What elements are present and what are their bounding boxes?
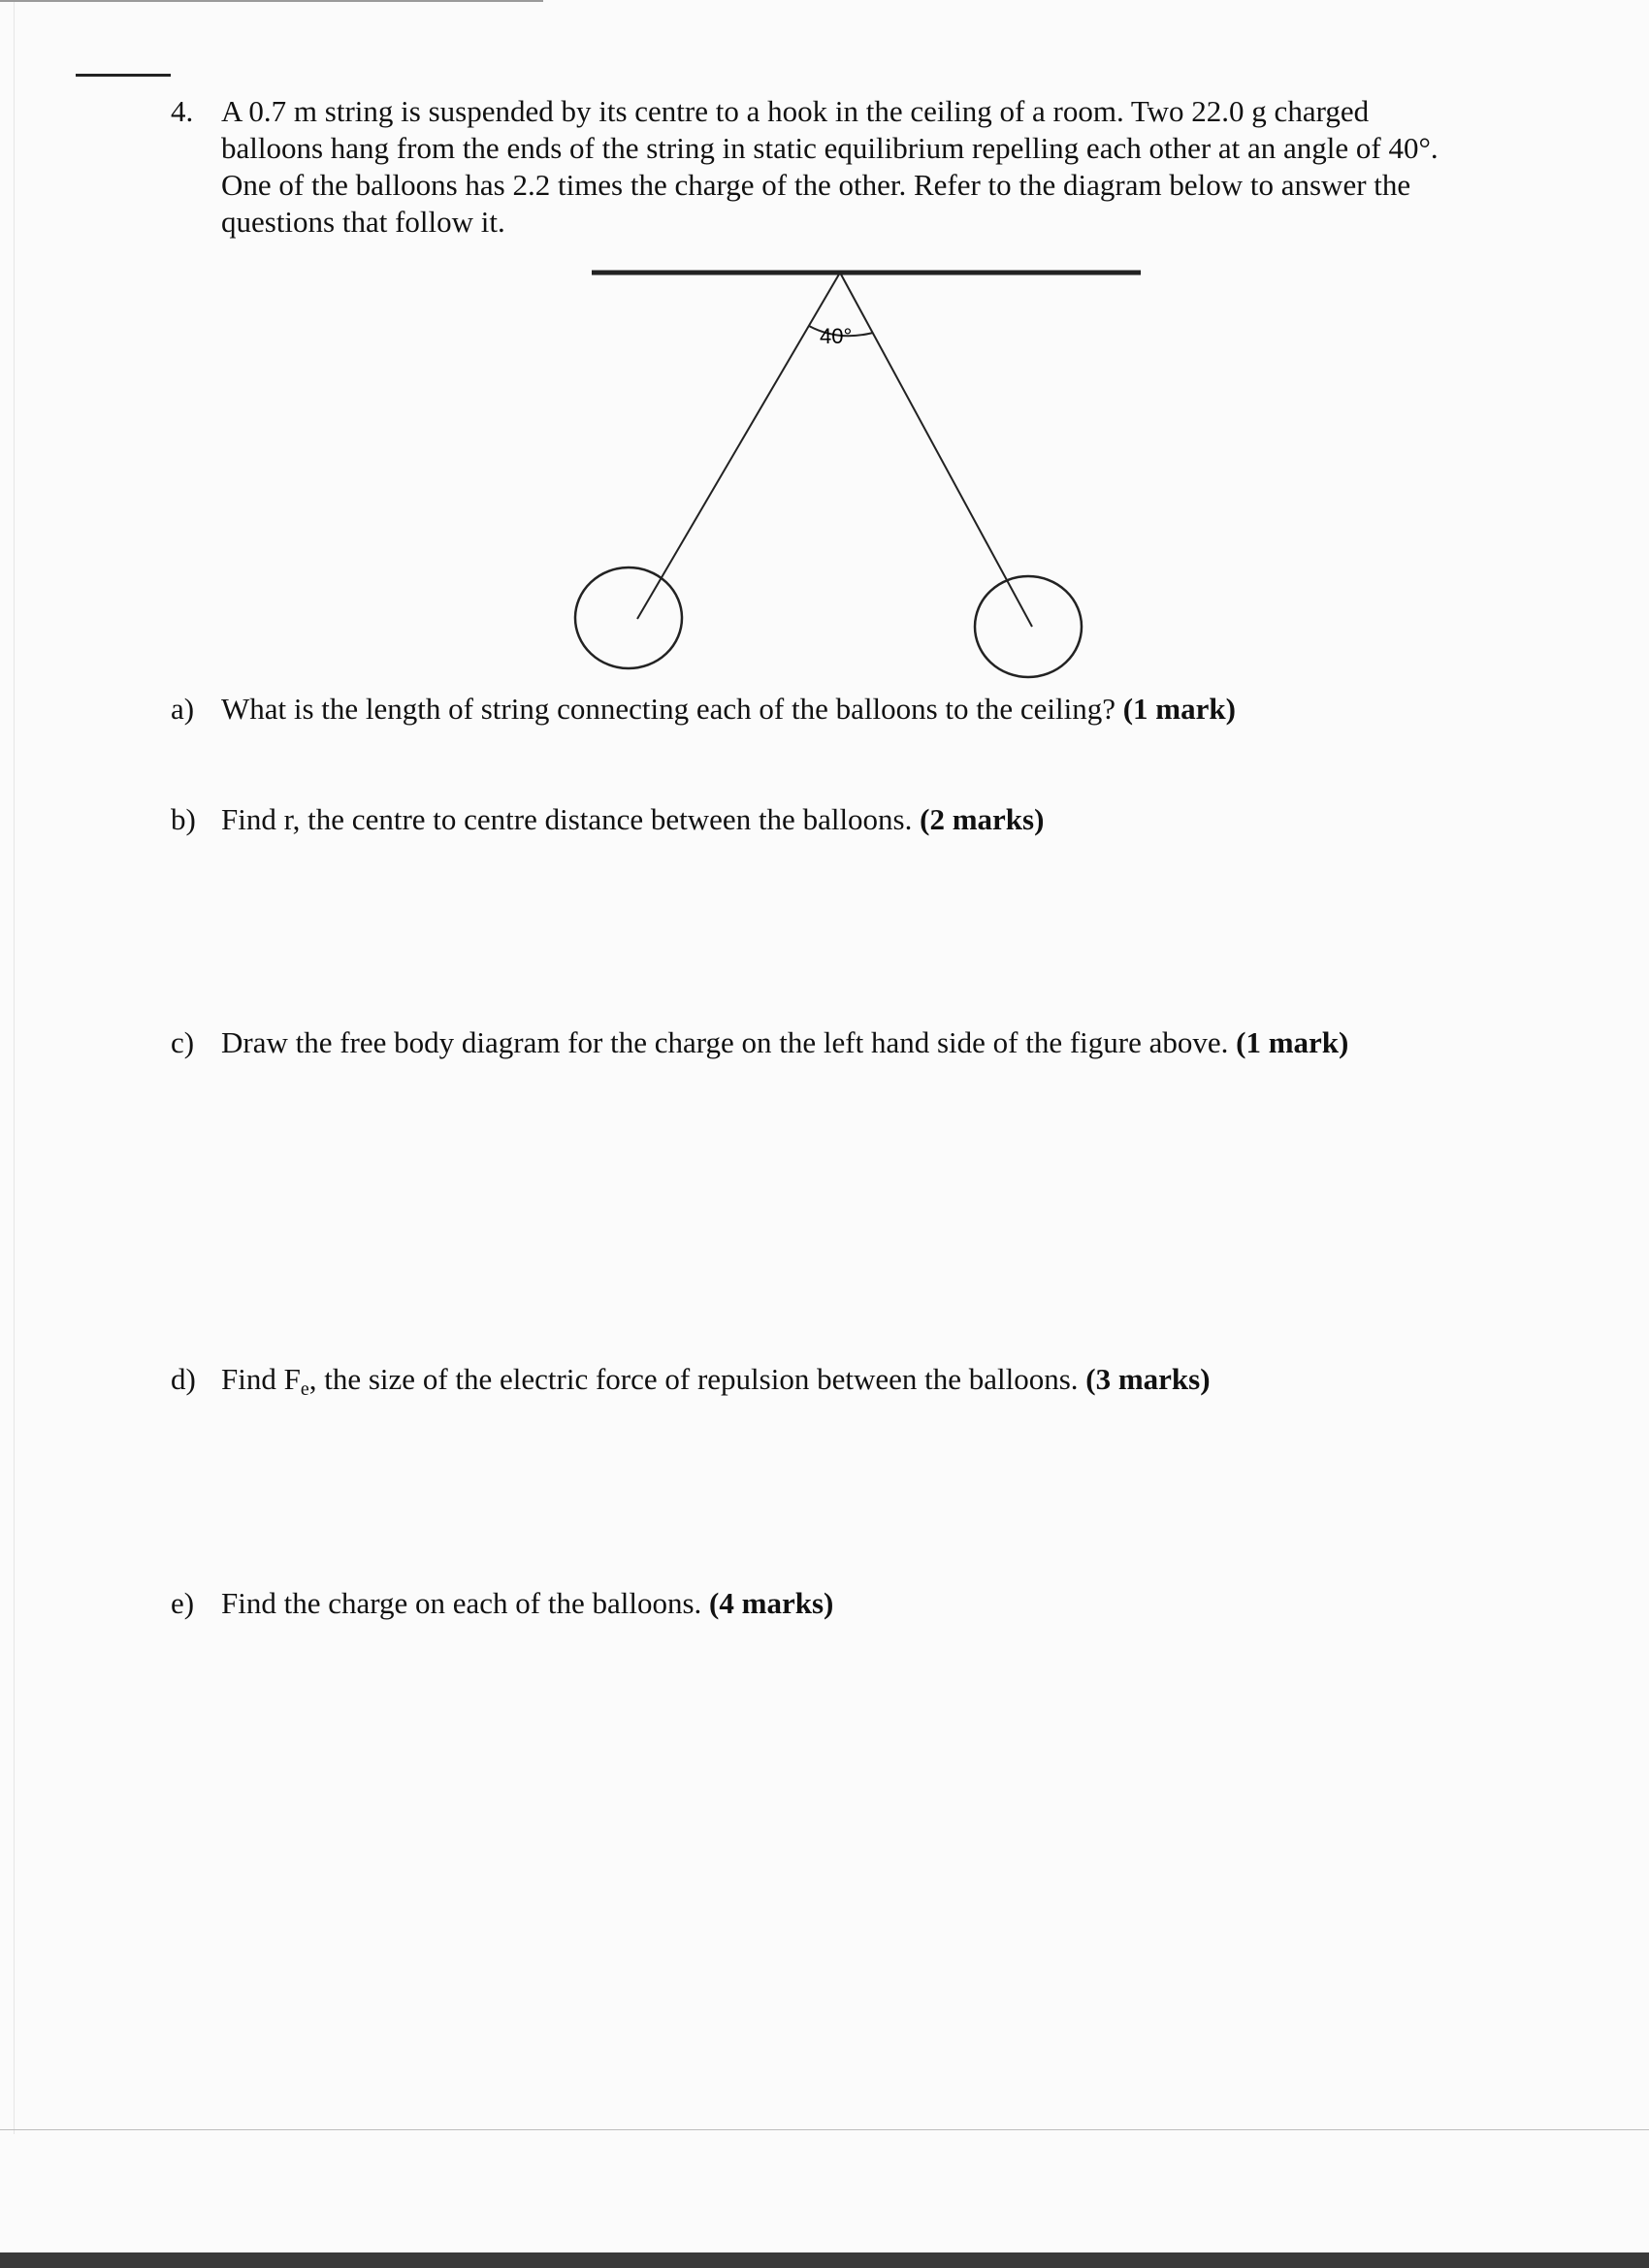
scan-top-edge (0, 0, 543, 2)
part-a-body (221, 691, 1236, 728)
part-b-marks: (2 marks) (920, 802, 1045, 836)
left-balloon (575, 567, 682, 668)
balloon-diagram (563, 262, 1164, 689)
scan-left-edge (14, 0, 15, 2134)
right-balloon (975, 576, 1082, 677)
footer-rule (0, 2129, 1649, 2130)
question-line: One of the balloons has 2.2 times the charge of the other. Refer to the diagram below to answer the (221, 168, 1411, 202)
question-line: A 0.7 m string is suspended by its centre to a hook in the ceiling of a room. Two 22.0 g charged (221, 94, 1370, 128)
part-b-letter: b) (171, 802, 196, 836)
left-string (637, 273, 840, 619)
question-text (221, 93, 1540, 241)
part-a-text: What is the length of string connecting each of the balloons to the ceiling? (221, 692, 1116, 726)
part-e-letter: e) (171, 1586, 195, 1620)
margin-dash (76, 74, 171, 77)
part-c-marks: (1 mark) (1236, 1025, 1349, 1059)
right-string (840, 273, 1032, 627)
part-d-body (221, 1361, 1211, 1398)
part-c-text: Draw the free body diagram for the charge on the left hand side of the figure above. (221, 1025, 1229, 1059)
part-a-marks: (1 mark) (1122, 692, 1236, 726)
part-b-body (221, 801, 1044, 838)
part-d-marks: (3 marks) (1085, 1362, 1211, 1396)
question-line: balloons hang from the ends of the string in static equilibrium repelling each other at an angle of 40°. (221, 131, 1439, 165)
part-d-subscript: e (300, 1378, 309, 1400)
part-d-text-before: Find F (221, 1362, 301, 1396)
part-e-marks: (4 marks) (709, 1586, 834, 1620)
part-d-letter: d) (171, 1362, 196, 1396)
scan-bottom-bar (0, 2252, 1649, 2268)
part-c-body (221, 1024, 1348, 1061)
part-e-text: Find the charge on each of the balloons. (221, 1586, 702, 1620)
part-b-text: Find r, the centre to centre distance between the balloons. (221, 802, 913, 836)
part-d-text-after: , the size of the electric force of repulsion between the balloons. (308, 1362, 1079, 1396)
question-line: questions that follow it. (221, 205, 505, 239)
question-number: 4. (171, 94, 194, 128)
part-a-letter: a) (171, 692, 195, 726)
part-c-letter: c) (171, 1025, 195, 1059)
part-e-body (221, 1585, 833, 1622)
angle-label: 40° (820, 324, 853, 348)
